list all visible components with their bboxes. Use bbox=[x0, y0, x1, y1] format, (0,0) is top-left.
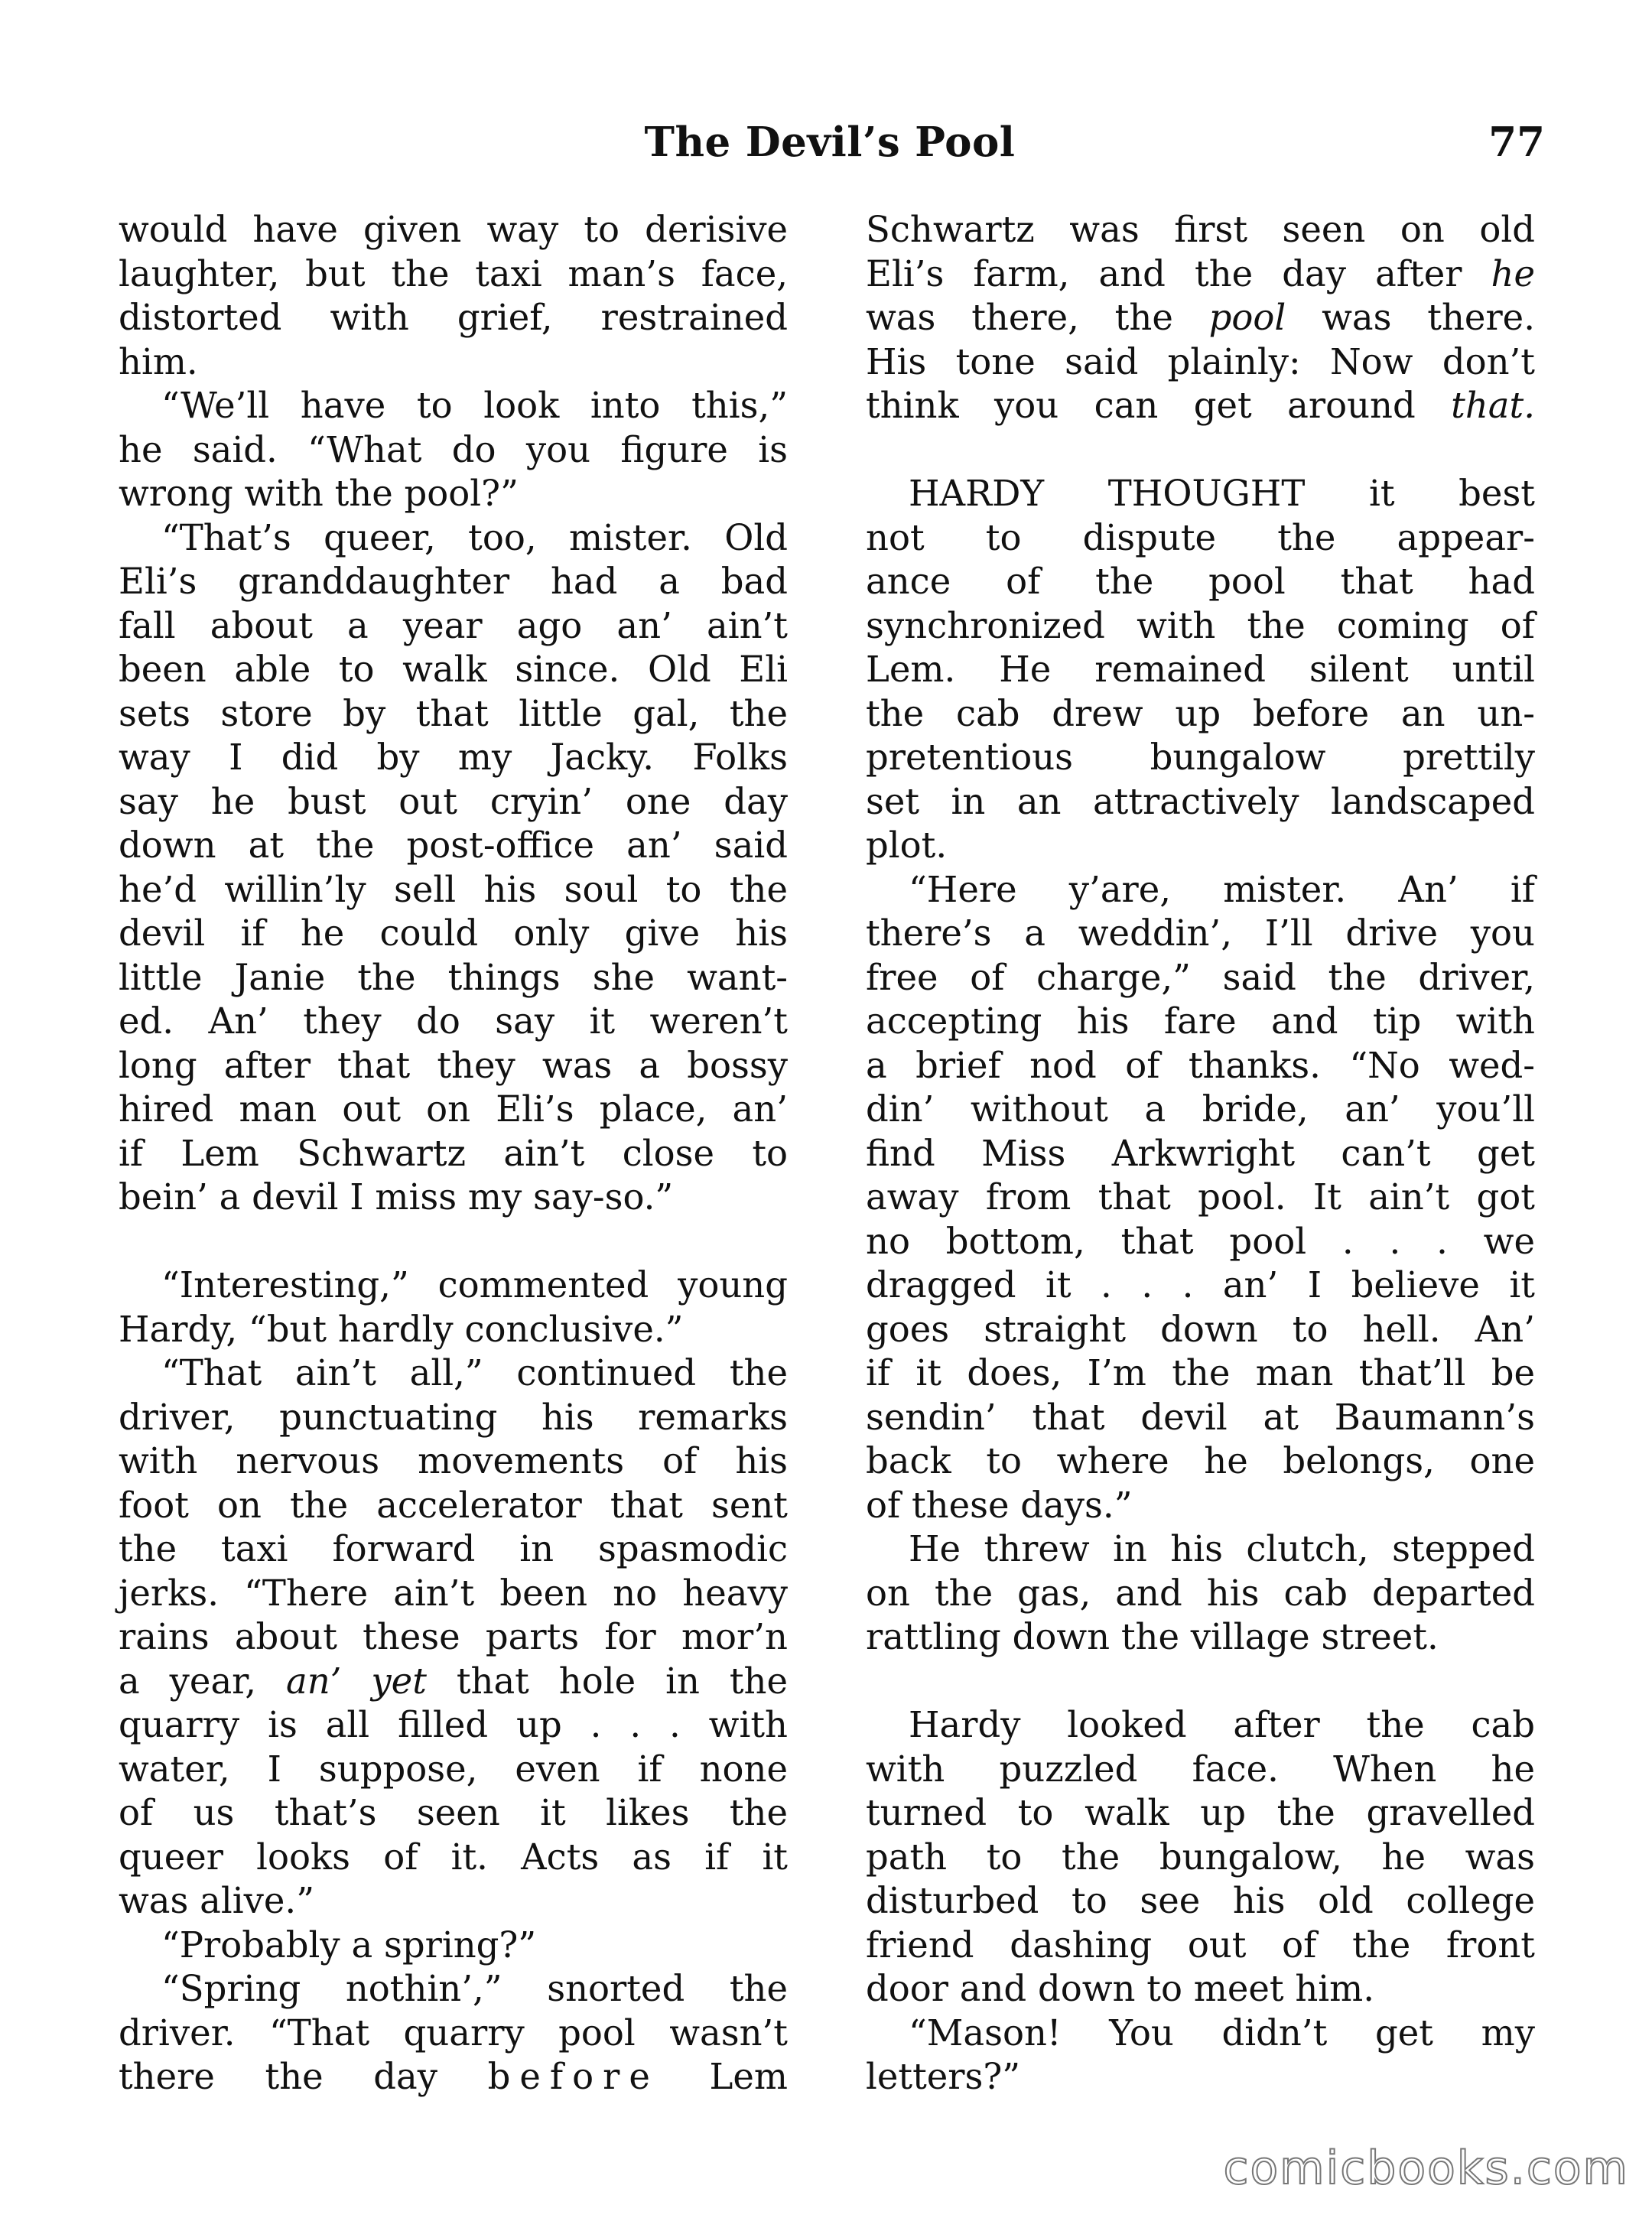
text-line: fall about a year ago an’ ain’t bbox=[119, 604, 788, 646]
text-line: would have given way to derisive bbox=[119, 209, 788, 250]
text-line: disturbed to see his old college bbox=[866, 1880, 1535, 1921]
text-line: Lem. He remained silent until bbox=[866, 649, 1535, 690]
text-line: long after that they was a bossy bbox=[119, 1044, 788, 1086]
text-line: sendin’ that devil at Baumann’s bbox=[866, 1396, 1535, 1438]
text-line: ance of the pool that had bbox=[866, 561, 1535, 602]
text-line: say he bust out cryin’ one day bbox=[119, 780, 788, 822]
text-line: driver, punctuating his remarks bbox=[119, 1396, 788, 1438]
text-line: free of charge,” said the driver, bbox=[866, 956, 1535, 998]
text-span: was there. bbox=[1286, 297, 1535, 338]
text-line: accepting his fare and tip with bbox=[866, 1000, 1535, 1042]
text-line bbox=[119, 1660, 788, 1704]
text-span: think you can get around bbox=[866, 385, 1452, 426]
text-line: of us that’s seen it likes the bbox=[119, 1792, 788, 1833]
text-line: rattling down the village street. bbox=[866, 1616, 1439, 1657]
text-line: laughter, but the taxi man’s face, bbox=[119, 252, 788, 294]
text-line: “That’s queer, too, mister. Old bbox=[161, 516, 788, 558]
text-line: letters?” bbox=[866, 2056, 1021, 2097]
text-line: ed. An’ they do say it weren’t bbox=[119, 1000, 788, 1042]
text-line: foot on the accelerator that sent bbox=[119, 1484, 788, 1526]
text-line: “Here y’are, mister. An’ if bbox=[909, 868, 1535, 910]
text-span: was there, the bbox=[866, 297, 1209, 338]
text-line: hired man out on Eli’s place, an’ bbox=[119, 1088, 788, 1130]
text-line: water, I suppose, even if none bbox=[119, 1748, 788, 1790]
page-header bbox=[115, 119, 1545, 180]
text-line: “Probably a spring?” bbox=[161, 1924, 537, 1966]
text-line: devil if he could only give his bbox=[119, 912, 788, 954]
text-line: Hardy looked after the cab bbox=[909, 1704, 1535, 1745]
text-line bbox=[866, 296, 1535, 340]
text-line: not to dispute the appear- bbox=[866, 516, 1535, 558]
text-line: was alive.” bbox=[119, 1880, 314, 1921]
text-line bbox=[866, 384, 1535, 428]
text-line: sets store by that little gal, the bbox=[119, 692, 788, 734]
text-line: jerks. “There ain’t been no heavy bbox=[119, 1572, 788, 1614]
text-line: “Mason! You didn’t get my bbox=[909, 2011, 1535, 2054]
text-line: bein’ a devil I miss my say-so.” bbox=[119, 1176, 674, 1218]
text-line: the taxi forward in spasmodic bbox=[119, 1528, 788, 1569]
text-line: His tone said plainly: Now don’t bbox=[866, 340, 1535, 382]
text-line: “That ain’t all,” continued the bbox=[161, 1352, 788, 1394]
text-line: HARDY THOUGHT it best bbox=[909, 473, 1535, 514]
text-line: there’s a weddin’, I’ll drive you bbox=[866, 912, 1535, 954]
text-line: “Interesting,” commented young bbox=[161, 1264, 788, 1306]
running-title: The Devil’s Pool bbox=[644, 119, 1016, 166]
text-line: goes straight down to hell. An’ bbox=[866, 1308, 1535, 1350]
spaced-text: before bbox=[487, 2056, 659, 2097]
text-line: if it does, I’m the man that’ll be bbox=[866, 1352, 1535, 1394]
text-line: of these days.” bbox=[866, 1484, 1133, 1526]
text-line: turned to walk up the gravelled bbox=[866, 1792, 1535, 1833]
text-line: no bottom, that pool . . . we bbox=[866, 1220, 1535, 1262]
text-line: path to the bungalow, he was bbox=[866, 1836, 1535, 1878]
text-line: little Janie the things she want- bbox=[119, 956, 788, 998]
text-line: away from that pool. It ain’t got bbox=[866, 1176, 1535, 1218]
text-line: He threw in his clutch, stepped bbox=[909, 1528, 1535, 1569]
text-line: the cab drew up before an un- bbox=[866, 692, 1535, 734]
text-line: din’ without a bride, an’ you’ll bbox=[866, 1088, 1535, 1130]
text-line: a brief nod of thanks. “No wed- bbox=[866, 1044, 1535, 1086]
italic-text: that. bbox=[1451, 385, 1535, 426]
text-line: with nervous movements of his bbox=[119, 1440, 788, 1481]
text-line: he’d willin’ly sell his soul to the bbox=[119, 868, 788, 910]
italic-text: an’ yet bbox=[286, 1660, 427, 1702]
text-line bbox=[866, 252, 1535, 297]
text-line: door and down to meet him. bbox=[866, 1968, 1375, 2009]
italic-text: pool bbox=[1208, 297, 1286, 338]
page-number: 77 bbox=[1488, 119, 1545, 166]
text-line: him. bbox=[119, 340, 198, 382]
text-line: distorted with grief, restrained bbox=[119, 297, 788, 338]
text-line: plot. bbox=[866, 824, 948, 866]
text-span: Eli’s farm, and the day after bbox=[866, 252, 1491, 294]
text-line: “Spring nothin’,” snorted the bbox=[161, 1968, 788, 2009]
text-line: quarry is all filled up . . . with bbox=[119, 1704, 788, 1745]
text-line: on the gas, and his cab departed bbox=[866, 1572, 1535, 1614]
text-line: Hardy, “but hardly conclusive.” bbox=[119, 1308, 684, 1350]
text-line: been able to walk since. Old Eli bbox=[119, 649, 788, 690]
right-text-column bbox=[866, 208, 1535, 2099]
italic-text: he bbox=[1491, 252, 1535, 294]
text-line: dragged it . . . an’ I believe it bbox=[866, 1264, 1535, 1306]
text-line: rains about these parts for mor’n bbox=[119, 1616, 788, 1657]
text-span: there the day bbox=[119, 2056, 488, 2097]
text-line: driver. “That quarry pool wasn’t bbox=[119, 2011, 788, 2054]
text-line: Schwartz was first seen on old bbox=[866, 209, 1535, 250]
text-line: find Miss Arkwright can’t get bbox=[866, 1132, 1535, 1174]
text-line: with puzzled face. When he bbox=[866, 1748, 1535, 1790]
text-line: set in an attractively landscaped bbox=[866, 780, 1535, 822]
text-line: friend dashing out of the front bbox=[866, 1924, 1535, 1966]
text-span: a year, bbox=[119, 1660, 287, 1702]
text-line: wrong with the pool?” bbox=[119, 473, 519, 514]
text-line: he said. “What do you figure is bbox=[119, 428, 788, 470]
text-span: Lem bbox=[659, 2056, 788, 2097]
text-line: Eli’s granddaughter had a bad bbox=[119, 561, 788, 602]
paragraph-gap bbox=[866, 1660, 1535, 1704]
text-line: “We’ll have to look into this,” bbox=[161, 385, 788, 426]
text-line: back to where he belongs, one bbox=[866, 1440, 1535, 1481]
text-line: way I did by my Jacky. Folks bbox=[119, 737, 788, 778]
left-text-column bbox=[119, 208, 788, 2099]
text-line: if Lem Schwartz ain’t close to bbox=[119, 1132, 788, 1174]
text-line: synchronized with the coming of bbox=[866, 604, 1535, 646]
text-span: that hole in the bbox=[426, 1660, 788, 1702]
site-watermark: comicbooks.com bbox=[1223, 2142, 1629, 2195]
paragraph-gap bbox=[866, 428, 1535, 473]
paragraph-gap bbox=[119, 1220, 788, 1264]
text-line: down at the post-office an’ said bbox=[119, 824, 788, 866]
text-line: pretentious bungalow prettily bbox=[866, 737, 1535, 778]
text-line: queer looks of it. Acts as if it bbox=[119, 1836, 788, 1878]
text-line bbox=[119, 2055, 788, 2099]
